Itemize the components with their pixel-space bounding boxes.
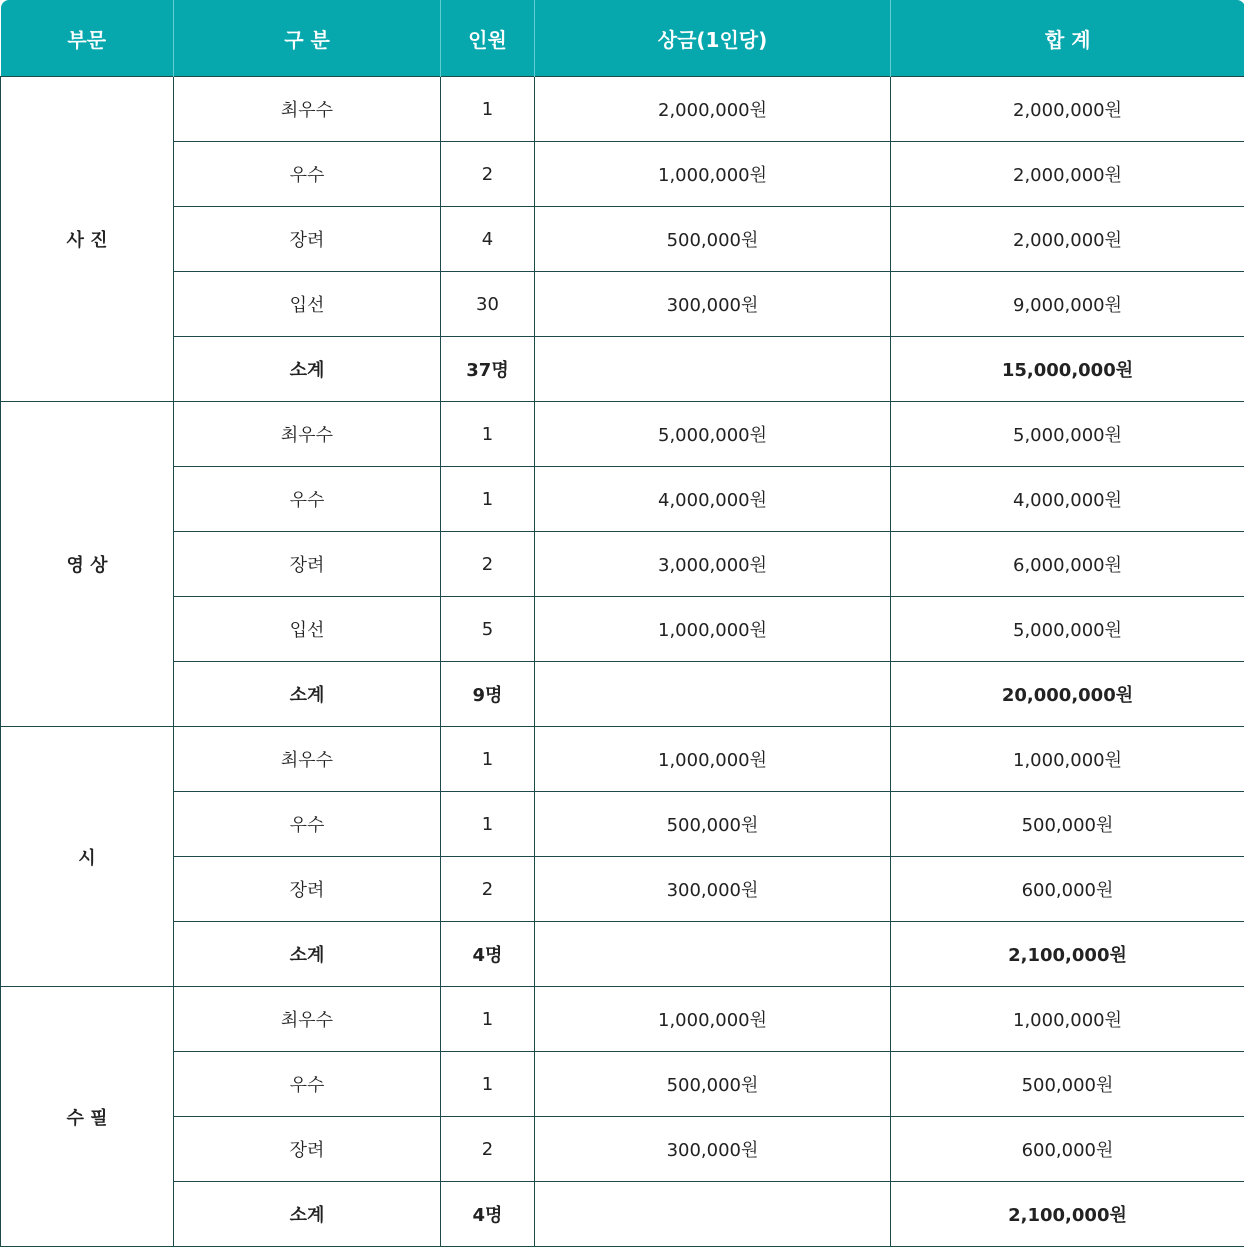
subtotal-total: 20,000,000원 bbox=[891, 662, 1244, 727]
prize-cell: 500,000원 bbox=[535, 792, 891, 857]
total-cell: 500,000원 bbox=[891, 1052, 1244, 1117]
subtotal-prize-empty bbox=[535, 922, 891, 987]
division-cell: 사 진 bbox=[1, 77, 174, 402]
division-cell: 시 bbox=[1, 727, 174, 987]
table-row bbox=[1, 857, 1244, 922]
grade-cell: 최우수 bbox=[174, 77, 441, 142]
table-row bbox=[1, 467, 1244, 532]
total-cell: 6,000,000원 bbox=[891, 532, 1244, 597]
grade-cell: 장려 bbox=[174, 857, 441, 922]
table-row bbox=[1, 1052, 1244, 1117]
grade-cell: 최우수 bbox=[174, 987, 441, 1052]
table-row bbox=[1, 727, 1244, 792]
header-total: 합 계 bbox=[891, 0, 1244, 77]
header-category: 구 분 bbox=[174, 0, 441, 77]
subtotal-label: 소계 bbox=[174, 662, 441, 727]
prize-cell: 300,000원 bbox=[535, 272, 891, 337]
grade-cell: 입선 bbox=[174, 597, 441, 662]
subtotal-prize-empty bbox=[535, 1182, 891, 1247]
headcount-cell: 4 bbox=[441, 207, 535, 272]
grade-cell: 최우수 bbox=[174, 402, 441, 467]
total-cell: 2,000,000원 bbox=[891, 142, 1244, 207]
grade-cell: 우수 bbox=[174, 142, 441, 207]
total-cell: 5,000,000원 bbox=[891, 402, 1244, 467]
division-cell: 수 필 bbox=[1, 987, 174, 1247]
grade-cell: 입선 bbox=[174, 272, 441, 337]
total-cell: 1,000,000원 bbox=[891, 987, 1244, 1052]
subtotal-headcount: 9명 bbox=[441, 662, 535, 727]
subtotal-total: 2,100,000원 bbox=[891, 1182, 1244, 1247]
subtotal-total: 2,100,000원 bbox=[891, 922, 1244, 987]
prize-cell: 3,000,000원 bbox=[535, 532, 891, 597]
table-row bbox=[1, 77, 1244, 142]
prize-cell: 1,000,000원 bbox=[535, 727, 891, 792]
table-row bbox=[1, 1117, 1244, 1182]
subtotal-row bbox=[1, 922, 1244, 987]
header-prize-per-person: 상금(1인당) bbox=[535, 0, 891, 77]
prize-cell: 1,000,000원 bbox=[535, 987, 891, 1052]
subtotal-label: 소계 bbox=[174, 337, 441, 402]
subtotal-prize-empty bbox=[535, 337, 891, 402]
subtotal-row bbox=[1, 1182, 1244, 1247]
header-division: 부문 bbox=[1, 0, 174, 77]
subtotal-total: 15,000,000원 bbox=[891, 337, 1244, 402]
grade-cell: 장려 bbox=[174, 207, 441, 272]
prize-cell: 300,000원 bbox=[535, 857, 891, 922]
grade-cell: 장려 bbox=[174, 532, 441, 597]
table-row bbox=[1, 402, 1244, 467]
total-cell: 1,000,000원 bbox=[891, 727, 1244, 792]
subtotal-headcount: 4명 bbox=[441, 1182, 535, 1247]
total-cell: 9,000,000원 bbox=[891, 272, 1244, 337]
total-cell: 500,000원 bbox=[891, 792, 1244, 857]
division-cell: 영 상 bbox=[1, 402, 174, 727]
total-cell: 600,000원 bbox=[891, 1117, 1244, 1182]
headcount-cell: 30 bbox=[441, 272, 535, 337]
grade-cell: 최우수 bbox=[174, 727, 441, 792]
subtotal-headcount: 37명 bbox=[441, 337, 535, 402]
table-row bbox=[1, 532, 1244, 597]
prize-cell: 2,000,000원 bbox=[535, 77, 891, 142]
subtotal-row bbox=[1, 337, 1244, 402]
total-cell: 600,000원 bbox=[891, 857, 1244, 922]
table-row bbox=[1, 207, 1244, 272]
headcount-cell: 1 bbox=[441, 987, 535, 1052]
total-cell: 2,000,000원 bbox=[891, 77, 1244, 142]
subtotal-label: 소계 bbox=[174, 1182, 441, 1247]
prize-cell: 500,000원 bbox=[535, 207, 891, 272]
headcount-cell: 1 bbox=[441, 77, 535, 142]
subtotal-row bbox=[1, 662, 1244, 727]
table-header bbox=[1, 0, 1244, 77]
subtotal-label: 소계 bbox=[174, 922, 441, 987]
grade-cell: 장려 bbox=[174, 1117, 441, 1182]
table-row bbox=[1, 987, 1244, 1052]
header-headcount: 인원 bbox=[441, 0, 535, 77]
total-cell: 2,000,000원 bbox=[891, 207, 1244, 272]
prize-cell: 4,000,000원 bbox=[535, 467, 891, 532]
table-row bbox=[1, 142, 1244, 207]
prize-cell: 1,000,000원 bbox=[535, 142, 891, 207]
table-row bbox=[1, 272, 1244, 337]
grade-cell: 우수 bbox=[174, 792, 441, 857]
prize-cell: 500,000원 bbox=[535, 1052, 891, 1117]
grade-cell: 우수 bbox=[174, 1052, 441, 1117]
headcount-cell: 2 bbox=[441, 532, 535, 597]
total-cell: 5,000,000원 bbox=[891, 597, 1244, 662]
headcount-cell: 2 bbox=[441, 142, 535, 207]
subtotal-headcount: 4명 bbox=[441, 922, 535, 987]
headcount-cell: 1 bbox=[441, 1052, 535, 1117]
total-cell: 4,000,000원 bbox=[891, 467, 1244, 532]
header-row bbox=[1, 0, 1244, 77]
headcount-cell: 1 bbox=[441, 727, 535, 792]
headcount-cell: 5 bbox=[441, 597, 535, 662]
headcount-cell: 1 bbox=[441, 792, 535, 857]
grade-cell: 우수 bbox=[174, 467, 441, 532]
prize-cell: 300,000원 bbox=[535, 1117, 891, 1182]
headcount-cell: 1 bbox=[441, 467, 535, 532]
headcount-cell: 2 bbox=[441, 857, 535, 922]
prize-cell: 1,000,000원 bbox=[535, 597, 891, 662]
table-row bbox=[1, 792, 1244, 857]
table-row bbox=[1, 597, 1244, 662]
headcount-cell: 2 bbox=[441, 1117, 535, 1182]
headcount-cell: 1 bbox=[441, 402, 535, 467]
table-body bbox=[1, 77, 1244, 1247]
prize-cell: 5,000,000원 bbox=[535, 402, 891, 467]
subtotal-prize-empty bbox=[535, 662, 891, 727]
